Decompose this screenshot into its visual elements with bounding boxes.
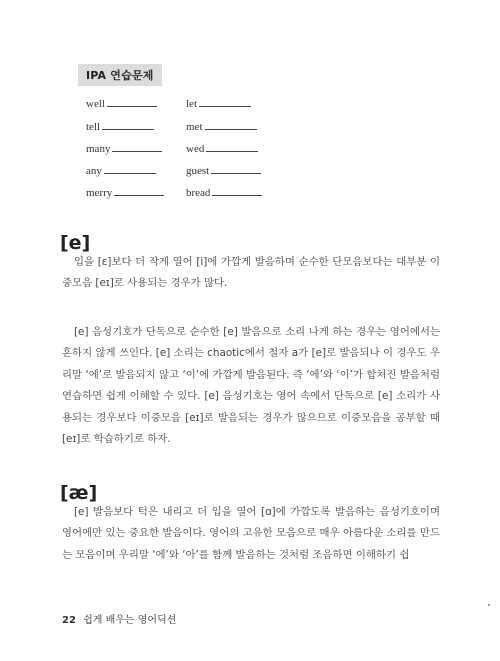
exercise-word: bread [186,187,211,199]
answer-blank[interactable] [212,186,262,196]
answer-blank[interactable] [102,120,154,130]
page-footer [62,611,176,626]
answer-blank[interactable] [112,142,162,152]
exercise-item [86,97,157,110]
exercise-item [86,142,162,155]
exercise-word: met [186,121,203,133]
answer-blank[interactable] [211,164,261,174]
section-paragraph: [e] 발음보다 턱은 내리고 더 입을 열어 [ɑ]에 가깝도록 발음하는 음성기호이며 영어에만 있는 중요한 발음이다. 영어의 고유한 모음으로 매우 아름다운 소리를 만드는 모음이며 우리말 ‘에’와 ‘아’를 함께 발음하는 것처럼 조음하면 이해하기 쉽 [62,506,440,561]
answer-blank[interactable] [206,142,258,152]
answer-blank[interactable] [205,120,257,130]
section-heading-ae: [æ] [60,482,98,504]
section-paragraph: [e] 음성기호가 단독으로 순수한 [e] 발음으로 소리 나게 하는 경우는 영어에서는 흔하지 않게 쓰인다. [e] 소리는 chaotic에서 철자 a가 [e]로 발음되나 이 경우도 우리말 ‘에’로 발음되지 않고 ‘이’에 가깝게 발음된다. 즉 ‘에’와 ‘이’가 합쳐진 발음처럼 연습하면 쉽게 이해할 수 있다. [e] 음성기호는 영어 속에서 단독으로 [e] 소리가 사용되는 경우보다 이중모음 [eɪ]로 발음되는 경우가 많으므로 이중모음을 공부할 때 [eɪ]로 학습하기로 하자. [62,326,440,446]
exercise-item [86,186,164,199]
exercise-word: any [86,165,102,177]
answer-blank[interactable] [199,97,251,107]
exercise-item [86,164,156,177]
exercise-word: let [186,98,197,110]
answer-blank[interactable] [114,186,164,196]
answer-blank[interactable] [107,97,157,107]
exercise-item [186,164,261,177]
exercise-item [186,120,257,133]
exercise-word: wed [186,143,205,155]
exercise-title: IPA 연습문제 [78,64,162,86]
exercise-word: merry [86,187,113,199]
section-heading-e: [e] [60,232,91,254]
exercise-word: many [86,143,111,155]
book-title: 쉽게 배우는 영어딕션 [83,615,177,626]
exercise-item [186,97,251,110]
section-paragraph: 입을 [ɛ]보다 더 작게 열어 [i]에 가깝게 발음하며 순수한 단모음보다는 대부분 이중모음 [eɪ]로 사용되는 경우가 많다. [62,256,440,290]
exercise-item [186,142,258,155]
ipa-exercise-box [78,64,288,199]
exercise-word: tell [86,121,101,133]
exercise-word: well [86,98,105,110]
exercise-item [86,120,154,133]
page-number: 22 [62,615,76,626]
exercise-item [186,186,262,199]
answer-blank[interactable] [104,164,156,174]
print-mark [488,604,490,606]
exercise-word: guest [186,165,210,177]
